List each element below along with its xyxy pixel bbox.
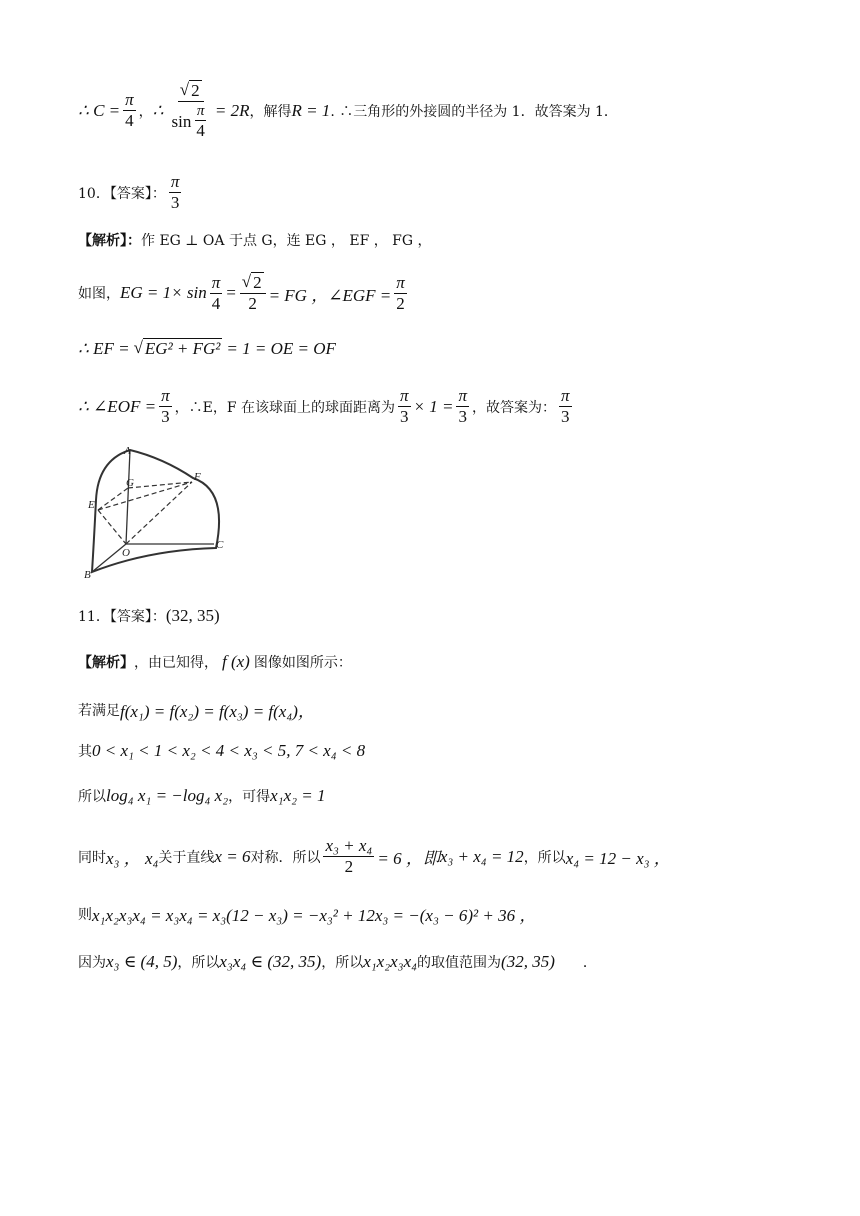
arc-outline xyxy=(92,450,219,572)
label-F: F xyxy=(194,471,201,483)
q10-analysis-line3: ∴ EF = √ EG² + FG² = 1 = OE = OF xyxy=(78,338,336,358)
q11-line3: 其 0 < x₁ < 1 < x₂ < 4 < x₃ < 5, 7 < x₄ < 8 xyxy=(78,741,366,760)
sqrt2-over-sin-pi4: √ 2 sin $\frac{\pi}{4}$ xyxy=(171,80,205,141)
label-G: G xyxy=(126,477,134,489)
q11-line5: 同时 x₃ ， x₄ 关于直线 x = 6 对称．所以 $\frac{\text{x₃ + x₄}}{2}$ = 6 ，即 x₃ + x₄ = 12 ，所以 x₄ = 12 − x₃ ， xyxy=(78,836,671,877)
q11-line6: 则 x₁x₂x₃x₄ = x₃x₄ = x₃(12 − x₃) = −x₃² + 12x₃ = −(x₃ − 6)² + 36 ， xyxy=(78,906,537,925)
line-EG xyxy=(98,488,128,510)
line-OF xyxy=(126,482,192,544)
q11-answer-line: 11．【答案】： (32, 35) xyxy=(78,606,220,625)
line-EO xyxy=(98,510,126,544)
label-A: A xyxy=(124,445,131,457)
label-C: C xyxy=(216,539,224,551)
q10-analysis-line2: 如图， EG = 1× sin $\frac{\pi}{4}$ = √ 2 2 = FG ，∠EGF = $\frac{\pi}{2}$ xyxy=(78,272,405,314)
q11-answer-value: (32, 35) xyxy=(165,606,220,625)
q10-analysis-line4: ∴ ∠EOF = $\frac{\pi}{3}$ ，∴E，F 在该球面上的球面距离为 $\frac{\pi}{3}$ × 1 = $\frac{\pi}{3}$ ，故答案为： $\frac{\pi}{3}$ xyxy=(78,386,570,427)
line-OB xyxy=(92,544,126,572)
therefore-c: ∴ C = xyxy=(78,100,121,120)
q10-answer-line xyxy=(78,172,184,214)
q11-analysis-line1: 【解析】 ，由已知得， f (x) 图像如图所示： xyxy=(78,652,352,671)
q9-conclusion-line: ∴ C = $\frac{\pi}{4}$ ， ∴ √ 2 sin $\frac{\pi}{4}$ = 2R ，解得 R = 1 . ∴三角形的外接圆的半径为 1．故答案为 1． xyxy=(78,80,618,141)
sphere-sector-figure xyxy=(78,440,238,580)
label-O: O xyxy=(122,547,130,559)
q11-line2: 若满足 f(x₁) = f(x₂) = f(x₃) = f(x₄)， xyxy=(78,702,315,721)
label-E: E xyxy=(88,499,95,511)
q10-analysis-line1: 【解析】： 作 EG ⊥ OA 于点 G，连 EG ， EF ， FG ， xyxy=(78,233,432,249)
q11-line7: 因为 x₃ ∈ (4, 5) ，所以 x₃x₄ ∈ (32, 35) ，所以 x₁x₂x₃x₄ 的取值范围为 (32, 35) ． xyxy=(78,952,597,971)
label-B: B xyxy=(84,569,91,580)
pi-over-4: $\frac{\pi}{4}$ xyxy=(125,90,134,131)
q10-answer-value: $\frac{\pi}{3}$ xyxy=(170,172,180,213)
q10-answer-label: 10．【答案】： xyxy=(78,185,166,202)
line-OA xyxy=(126,450,130,544)
q11-line4: 所以 log₄ x₁ = −log₄ x₂ ，可得 x₁x₂ = 1 xyxy=(78,786,326,805)
